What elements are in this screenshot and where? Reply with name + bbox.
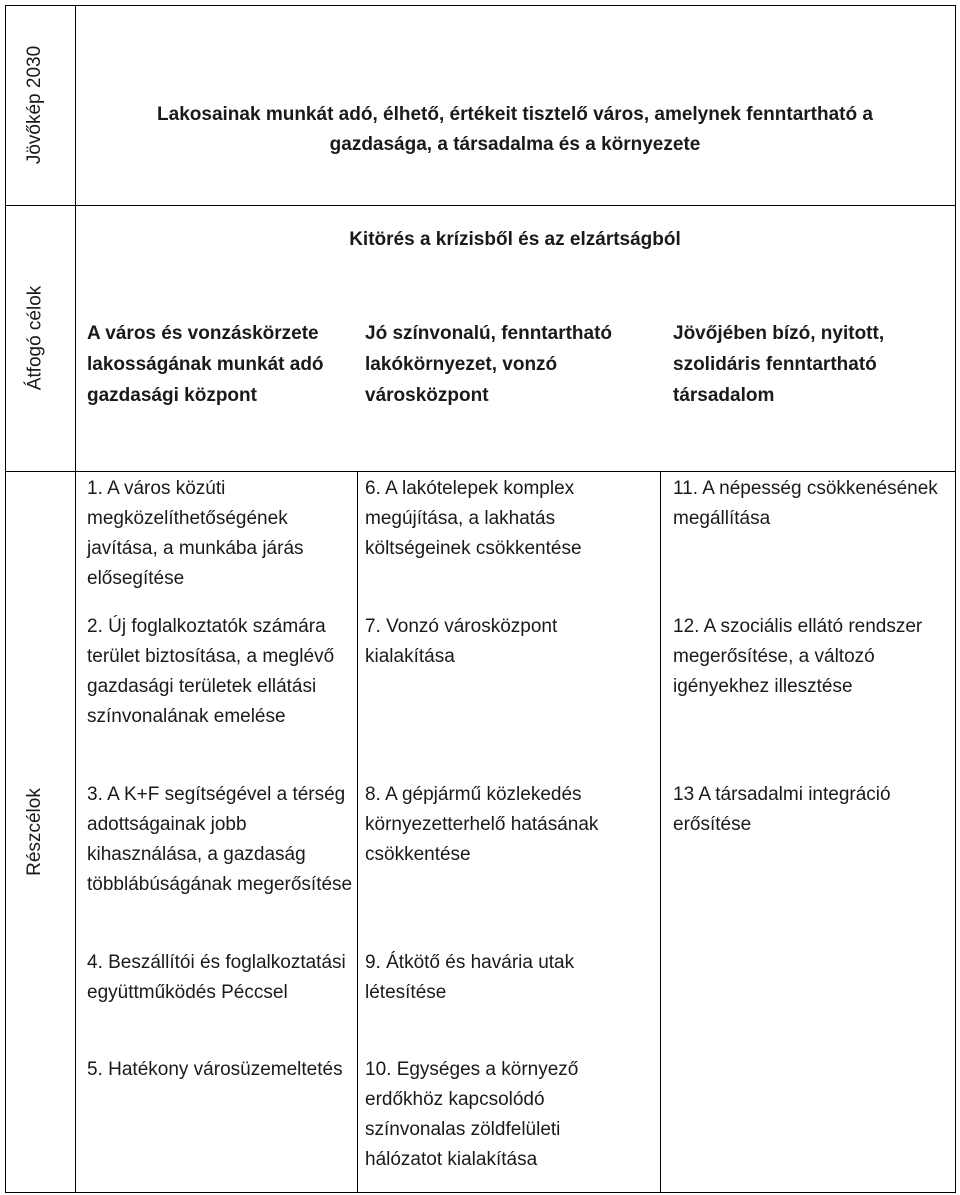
subgoal-1: 1. A város közúti megközelíthetőségének javítása, a munkába járás elősegítése — [87, 478, 304, 589]
subgoal-5: 5. Hatékony városüzemeltetés — [87, 1059, 343, 1080]
vision-side-label: Jövőkép 2030 — [24, 45, 46, 165]
column-divider-2 — [660, 472, 661, 1193]
subgoal-12: 12. A szociális ellátó rendszer megerősítése, a változó igényekhez illesztése — [673, 616, 923, 697]
vision-text: Lakosainak munkát adó, élhető, értékeit tisztelő város, amelynek fenntartható a gazdasága, a társadalma és a környezete — [157, 104, 873, 155]
subgoal-7: 7. Vonzó városközpont kialakítása — [365, 616, 558, 667]
goal-society: Jövőjében bízó, nyitott, szolidáris fenntartható társadalom — [673, 323, 885, 406]
row-divider-vision — [5, 205, 955, 206]
goal-economy: A város és vonzáskörzete lakosságának munkát adó gazdasági központ — [87, 323, 324, 406]
subgoals-side-label: Részcélok — [24, 787, 45, 876]
table-border-bottom — [5, 1192, 955, 1193]
subgoal-11: 11. A népesség csökkenésének megállítása — [673, 478, 938, 529]
table-border-right — [955, 5, 956, 1193]
row-divider-goals — [5, 471, 955, 472]
subgoal-2: 2. Új foglalkoztatók számára terület biztosítása, a meglévő gazdasági területek ellátási színvonalának emelése — [87, 616, 335, 727]
table-border-top — [5, 5, 955, 6]
label-column-divider — [75, 5, 76, 1193]
subgoal-10: 10. Egységes a környező erdőkhöz kapcsolódó színvonalas zöldfelületi hálózatot kialakítása — [365, 1059, 579, 1170]
subgoal-4: 4. Beszállítói és foglalkoztatási együttműködés Péccsel — [87, 952, 346, 1003]
subgoal-6: 6. A lakótelepek komplex megújítása, a lakhatás költségeinek csökkentése — [365, 478, 582, 559]
subgoal-13: 13 A társadalmi integráció erősítése — [673, 784, 891, 835]
column-divider-1 — [357, 472, 358, 1193]
overarching-title: Kitörés a krízisből és az elzártságból — [349, 229, 681, 250]
subgoal-3: 3. A K+F segítségével a térség adottságainak jobb kihasználása, a gazdaság többlábúságának megerősítése — [87, 784, 353, 895]
subgoal-9: 9. Átkötő és havária utak létesítése — [365, 952, 575, 1003]
subgoal-8: 8. A gépjármű közlekedés környezetterhelő hatásának csökkentése — [365, 784, 599, 865]
goal-environment: Jó színvonalú, fenntartható lakókörnyezet, vonzó városközpont — [365, 323, 613, 406]
overarching-side-label: Átfogó célok — [24, 285, 46, 391]
